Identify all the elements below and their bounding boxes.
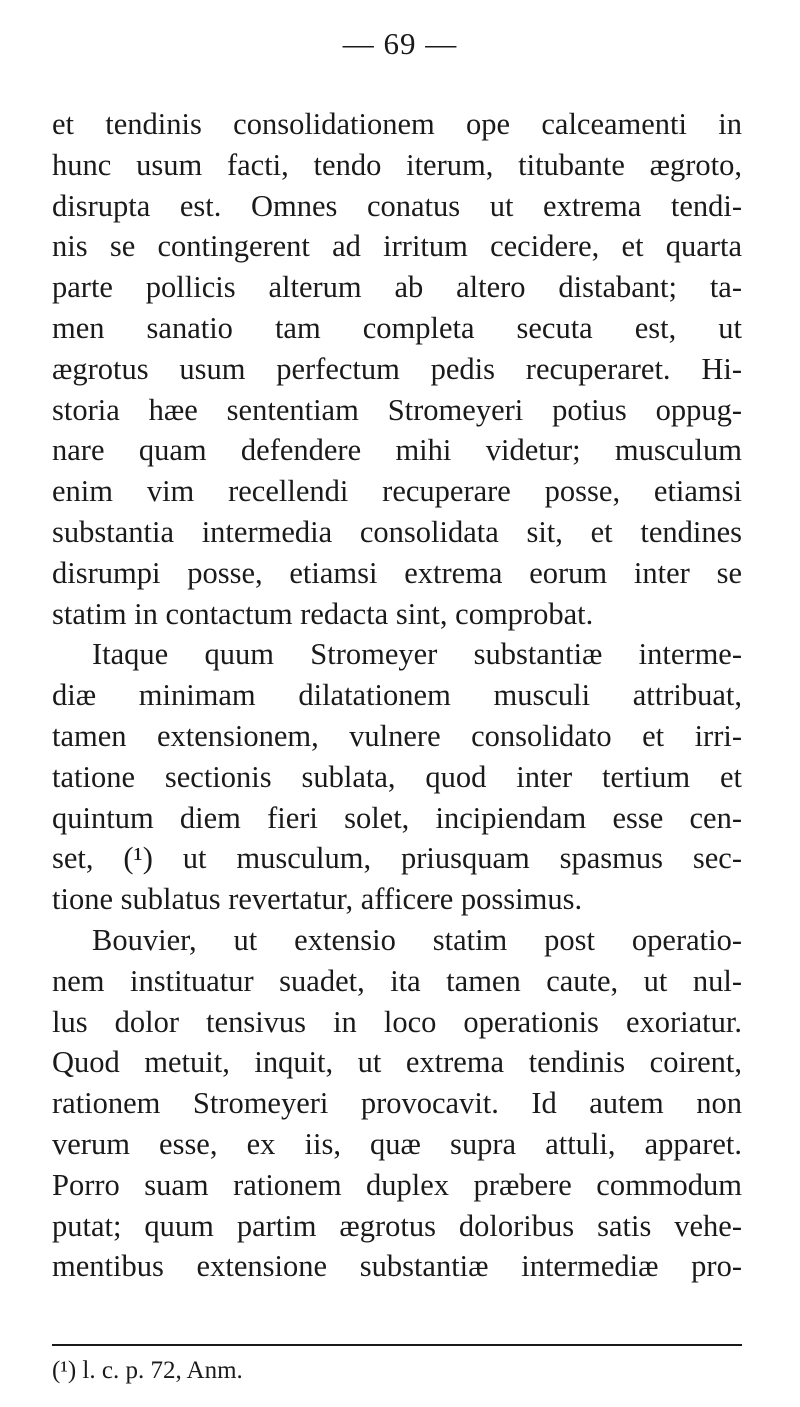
text-line: nis se contingerent ad irritum cecidere, et quarta (52, 229, 742, 264)
text-line: nem instituatur suadet, ita tamen caute, ut nul- (52, 963, 742, 998)
text-line: set, (¹) ut musculum, priusquam spasmus sec- (52, 841, 742, 876)
text-line: men sanatio tam completa secuta est, ut (52, 310, 742, 345)
text-line: parte pollicis alterum ab altero distabant; ta- (52, 270, 742, 305)
text-line: Bouvier, ut extensio statim post operatio- (92, 922, 742, 957)
text-line: Quod metuit, inquit, ut extrema tendinis coirent, (52, 1045, 742, 1080)
body-text (52, 104, 742, 1287)
text-line: hunc usum facti, tendo iterum, titubante ægroto, (52, 147, 742, 182)
text-line: storia hæe sententiam Stromeyeri potius oppug- (52, 392, 742, 427)
text-line: ægrotus usum perfectum pedis recuperaret. Hi- (52, 351, 742, 386)
text-line: tamen extensionem, vulnere consolidato et irri- (52, 718, 742, 753)
text-line: Itaque quum Stromeyer substantiæ interme- (92, 637, 742, 672)
text-line: nare quam defendere mihi videtur; musculum (52, 433, 742, 468)
text-line: disrumpi posse, etiamsi extrema eorum inter se (52, 555, 742, 590)
footnote-rule (52, 1344, 742, 1346)
text-line: diæ minimam dilatationem musculi attribuat, (52, 678, 742, 713)
text-line: tatione sectionis sublata, quod inter tertium et (52, 759, 742, 794)
text-line: mentibus extensione substantiæ intermediæ pro- (52, 1249, 742, 1284)
text-line: putat; quum partim ægrotus doloribus satis vehe- (52, 1208, 742, 1243)
page-number: — 69 — (342, 26, 458, 61)
text-line: tione sublatus revertatur, afficere possimus. (52, 882, 583, 917)
text-line: disrupta est. Omnes conatus ut extrema tendi- (52, 188, 742, 223)
text-line: enim vim recellendi recuperare posse, etiamsi (52, 474, 742, 509)
footnote: (¹) l. c. p. 72, Anm. (52, 1357, 243, 1384)
text-line: rationem Stromeyeri provocavit. Id autem non (52, 1086, 742, 1121)
text-line: verum esse, ex iis, quæ supra attuli, apparet. (52, 1126, 742, 1161)
text-line: Porro suam rationem duplex præbere commodum (52, 1167, 742, 1202)
text-line: quintum diem fieri solet, incipiendam esse cen- (52, 800, 742, 835)
text-line: lus dolor tensivus in loco operationis exoriatur. (52, 1004, 742, 1039)
text-line: et tendinis consolidationem ope calceamenti in (52, 107, 742, 141)
text-line: statim in contactum redacta sint, comprobat. (52, 596, 594, 631)
text-line: substantia intermedia consolidata sit, et tendines (52, 514, 742, 549)
